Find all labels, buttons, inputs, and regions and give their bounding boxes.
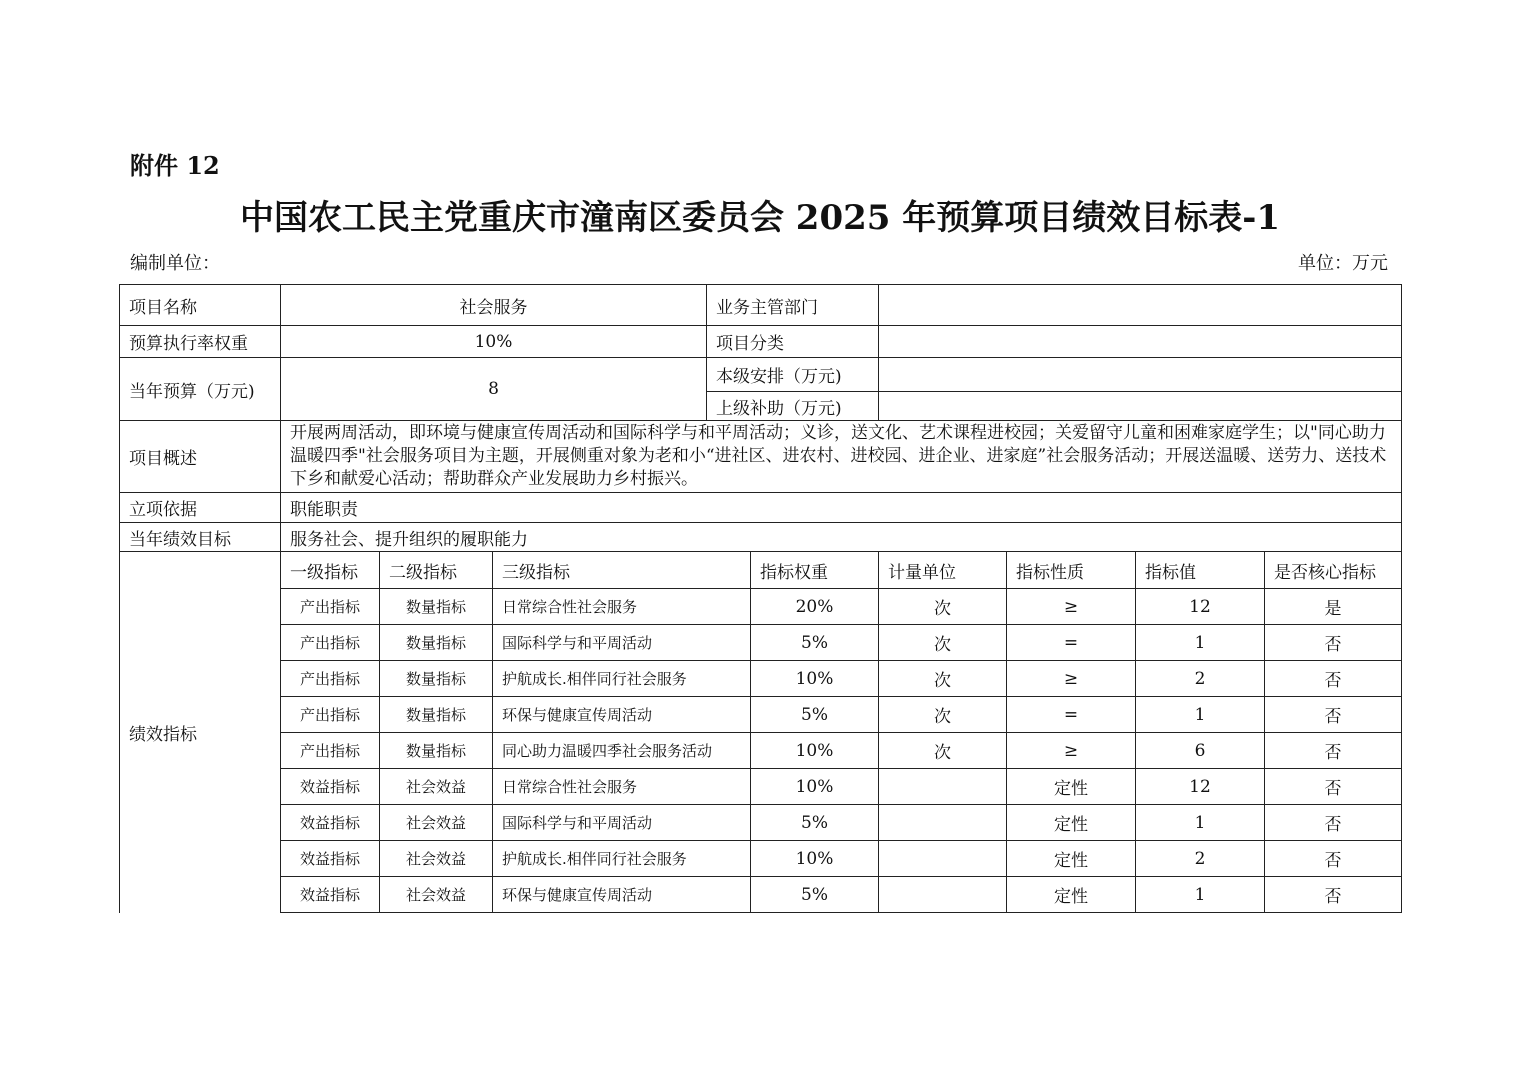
nature-cell: ≥ bbox=[1007, 589, 1136, 625]
level3-cell: 日常综合性社会服务 bbox=[493, 769, 751, 805]
nature-cell: ≥ bbox=[1007, 733, 1136, 769]
unit-cell: 次 bbox=[879, 589, 1007, 625]
overview-label: 项目概述 bbox=[120, 421, 281, 493]
upper-subsidy-value bbox=[879, 392, 1402, 421]
header-nature: 指标性质 bbox=[1007, 552, 1136, 589]
unit-cell bbox=[879, 769, 1007, 805]
level1-cell: 产出指标 bbox=[281, 589, 380, 625]
table-row bbox=[120, 733, 1402, 769]
table-row bbox=[120, 877, 1402, 913]
core-cell: 否 bbox=[1265, 877, 1402, 913]
level1-cell: 效益指标 bbox=[281, 877, 380, 913]
nature-cell: 定性 bbox=[1007, 841, 1136, 877]
level2-cell: 社会效益 bbox=[380, 877, 493, 913]
table-row bbox=[120, 769, 1402, 805]
goal-value: 服务社会、提升组织的履职能力 bbox=[281, 523, 1402, 552]
level3-cell: 环保与健康宣传周活动 bbox=[493, 697, 751, 733]
value-cell: 1 bbox=[1136, 877, 1265, 913]
project-name-label: 项目名称 bbox=[120, 285, 281, 326]
nature-cell: 定性 bbox=[1007, 805, 1136, 841]
level1-cell: 效益指标 bbox=[281, 805, 380, 841]
level3-cell: 国际科学与和平周活动 bbox=[493, 625, 751, 661]
core-cell: 否 bbox=[1265, 733, 1402, 769]
core-cell: 否 bbox=[1265, 661, 1402, 697]
basis-label: 立项依据 bbox=[120, 493, 281, 523]
exec-weight-value: 10% bbox=[281, 326, 707, 358]
unit-label: 单位：万元 bbox=[1298, 253, 1388, 274]
weight-cell: 5% bbox=[751, 877, 879, 913]
exec-weight-label: 预算执行率权重 bbox=[120, 326, 281, 358]
dept-value bbox=[879, 285, 1402, 326]
nature-cell: 定性 bbox=[1007, 769, 1136, 805]
level2-cell: 社会效益 bbox=[380, 769, 493, 805]
overview-text: 开展两周活动，即环境与健康宣传周活动和国际科学与和平周活动；义诊，送文化、艺术课程进校园；关爱留守儿童和困难家庭学生；以"同心助力温暖四季"社会服务项目为主题，开展侧重对象为老和小“进社区、进农村、进校园、进企业、进家庭”社会服务活动；开展送温暖、送劳力、送技术下乡和献爱心活动；帮助群众产业发展助力乡村振兴。 bbox=[281, 421, 1402, 493]
weight-cell: 10% bbox=[751, 661, 879, 697]
weight-cell: 10% bbox=[751, 733, 879, 769]
value-cell: 1 bbox=[1136, 805, 1265, 841]
unit-cell: 次 bbox=[879, 625, 1007, 661]
header-value: 指标值 bbox=[1136, 552, 1265, 589]
level1-cell: 产出指标 bbox=[281, 733, 380, 769]
level3-cell: 日常综合性社会服务 bbox=[493, 589, 751, 625]
core-cell: 否 bbox=[1265, 625, 1402, 661]
page-title: 中国农工民主党重庆市潼南区委员会 2025 年预算项目绩效目标表-1 bbox=[239, 198, 1281, 238]
table-row bbox=[120, 697, 1402, 733]
header-core: 是否核心指标 bbox=[1265, 552, 1402, 589]
value-cell: 6 bbox=[1136, 733, 1265, 769]
weight-cell: 5% bbox=[751, 625, 879, 661]
level1-cell: 产出指标 bbox=[281, 625, 380, 661]
performance-table bbox=[119, 284, 1402, 913]
value-cell: 1 bbox=[1136, 697, 1265, 733]
nature-cell: 定性 bbox=[1007, 877, 1136, 913]
value-cell: 2 bbox=[1136, 661, 1265, 697]
weight-cell: 10% bbox=[751, 769, 879, 805]
core-cell: 是 bbox=[1265, 589, 1402, 625]
unit-cell: 次 bbox=[879, 661, 1007, 697]
core-cell: 否 bbox=[1265, 769, 1402, 805]
level2-cell: 数量指标 bbox=[380, 697, 493, 733]
upper-subsidy-label: 上级补助（万元) bbox=[707, 392, 879, 421]
table-row bbox=[120, 841, 1402, 877]
level1-cell: 效益指标 bbox=[281, 769, 380, 805]
core-cell: 否 bbox=[1265, 697, 1402, 733]
perf-indicators-label: 绩效指标 bbox=[120, 552, 281, 913]
local-budget-value bbox=[879, 358, 1402, 392]
org-label: 编制单位： bbox=[130, 253, 220, 274]
level1-cell: 产出指标 bbox=[281, 697, 380, 733]
unit-cell: 次 bbox=[879, 733, 1007, 769]
header-level1: 一级指标 bbox=[281, 552, 380, 589]
core-cell: 否 bbox=[1265, 805, 1402, 841]
table-row bbox=[120, 625, 1402, 661]
level2-cell: 社会效益 bbox=[380, 841, 493, 877]
header-level2: 二级指标 bbox=[380, 552, 493, 589]
weight-cell: 5% bbox=[751, 805, 879, 841]
table-row bbox=[120, 589, 1402, 625]
value-cell: 12 bbox=[1136, 769, 1265, 805]
header-weight: 指标权重 bbox=[751, 552, 879, 589]
unit-cell bbox=[879, 841, 1007, 877]
level2-cell: 数量指标 bbox=[380, 733, 493, 769]
budget-label: 当年预算（万元) bbox=[120, 358, 281, 421]
weight-cell: 10% bbox=[751, 841, 879, 877]
basis-value: 职能职责 bbox=[281, 493, 1402, 523]
header-level3: 三级指标 bbox=[493, 552, 751, 589]
category-value bbox=[879, 326, 1402, 358]
local-budget-label: 本级安排（万元) bbox=[707, 358, 879, 392]
value-cell: 2 bbox=[1136, 841, 1265, 877]
level3-cell: 同心助力温暖四季社会服务活动 bbox=[493, 733, 751, 769]
level3-cell: 环保与健康宣传周活动 bbox=[493, 877, 751, 913]
weight-cell: 20% bbox=[751, 589, 879, 625]
level3-cell: 护航成长.相伴同行社会服务 bbox=[493, 841, 751, 877]
goal-label: 当年绩效目标 bbox=[120, 523, 281, 552]
category-label: 项目分类 bbox=[707, 326, 879, 358]
unit-cell: 次 bbox=[879, 697, 1007, 733]
weight-cell: 5% bbox=[751, 697, 879, 733]
level2-cell: 社会效益 bbox=[380, 805, 493, 841]
level2-cell: 数量指标 bbox=[380, 661, 493, 697]
unit-cell bbox=[879, 805, 1007, 841]
table-row bbox=[120, 661, 1402, 697]
level2-cell: 数量指标 bbox=[380, 589, 493, 625]
header-unit: 计量单位 bbox=[879, 552, 1007, 589]
nature-cell: = bbox=[1007, 625, 1136, 661]
annex-label: 附件 12 bbox=[130, 151, 220, 180]
level1-cell: 效益指标 bbox=[281, 841, 380, 877]
unit-cell bbox=[879, 877, 1007, 913]
value-cell: 12 bbox=[1136, 589, 1265, 625]
level3-cell: 国际科学与和平周活动 bbox=[493, 805, 751, 841]
dept-label: 业务主管部门 bbox=[707, 285, 879, 326]
budget-value: 8 bbox=[281, 358, 707, 421]
project-name-value: 社会服务 bbox=[281, 285, 707, 326]
table-row bbox=[120, 805, 1402, 841]
value-cell: 1 bbox=[1136, 625, 1265, 661]
level2-cell: 数量指标 bbox=[380, 625, 493, 661]
core-cell: 否 bbox=[1265, 841, 1402, 877]
nature-cell: = bbox=[1007, 697, 1136, 733]
level3-cell: 护航成长.相伴同行社会服务 bbox=[493, 661, 751, 697]
nature-cell: ≥ bbox=[1007, 661, 1136, 697]
level1-cell: 产出指标 bbox=[281, 661, 380, 697]
